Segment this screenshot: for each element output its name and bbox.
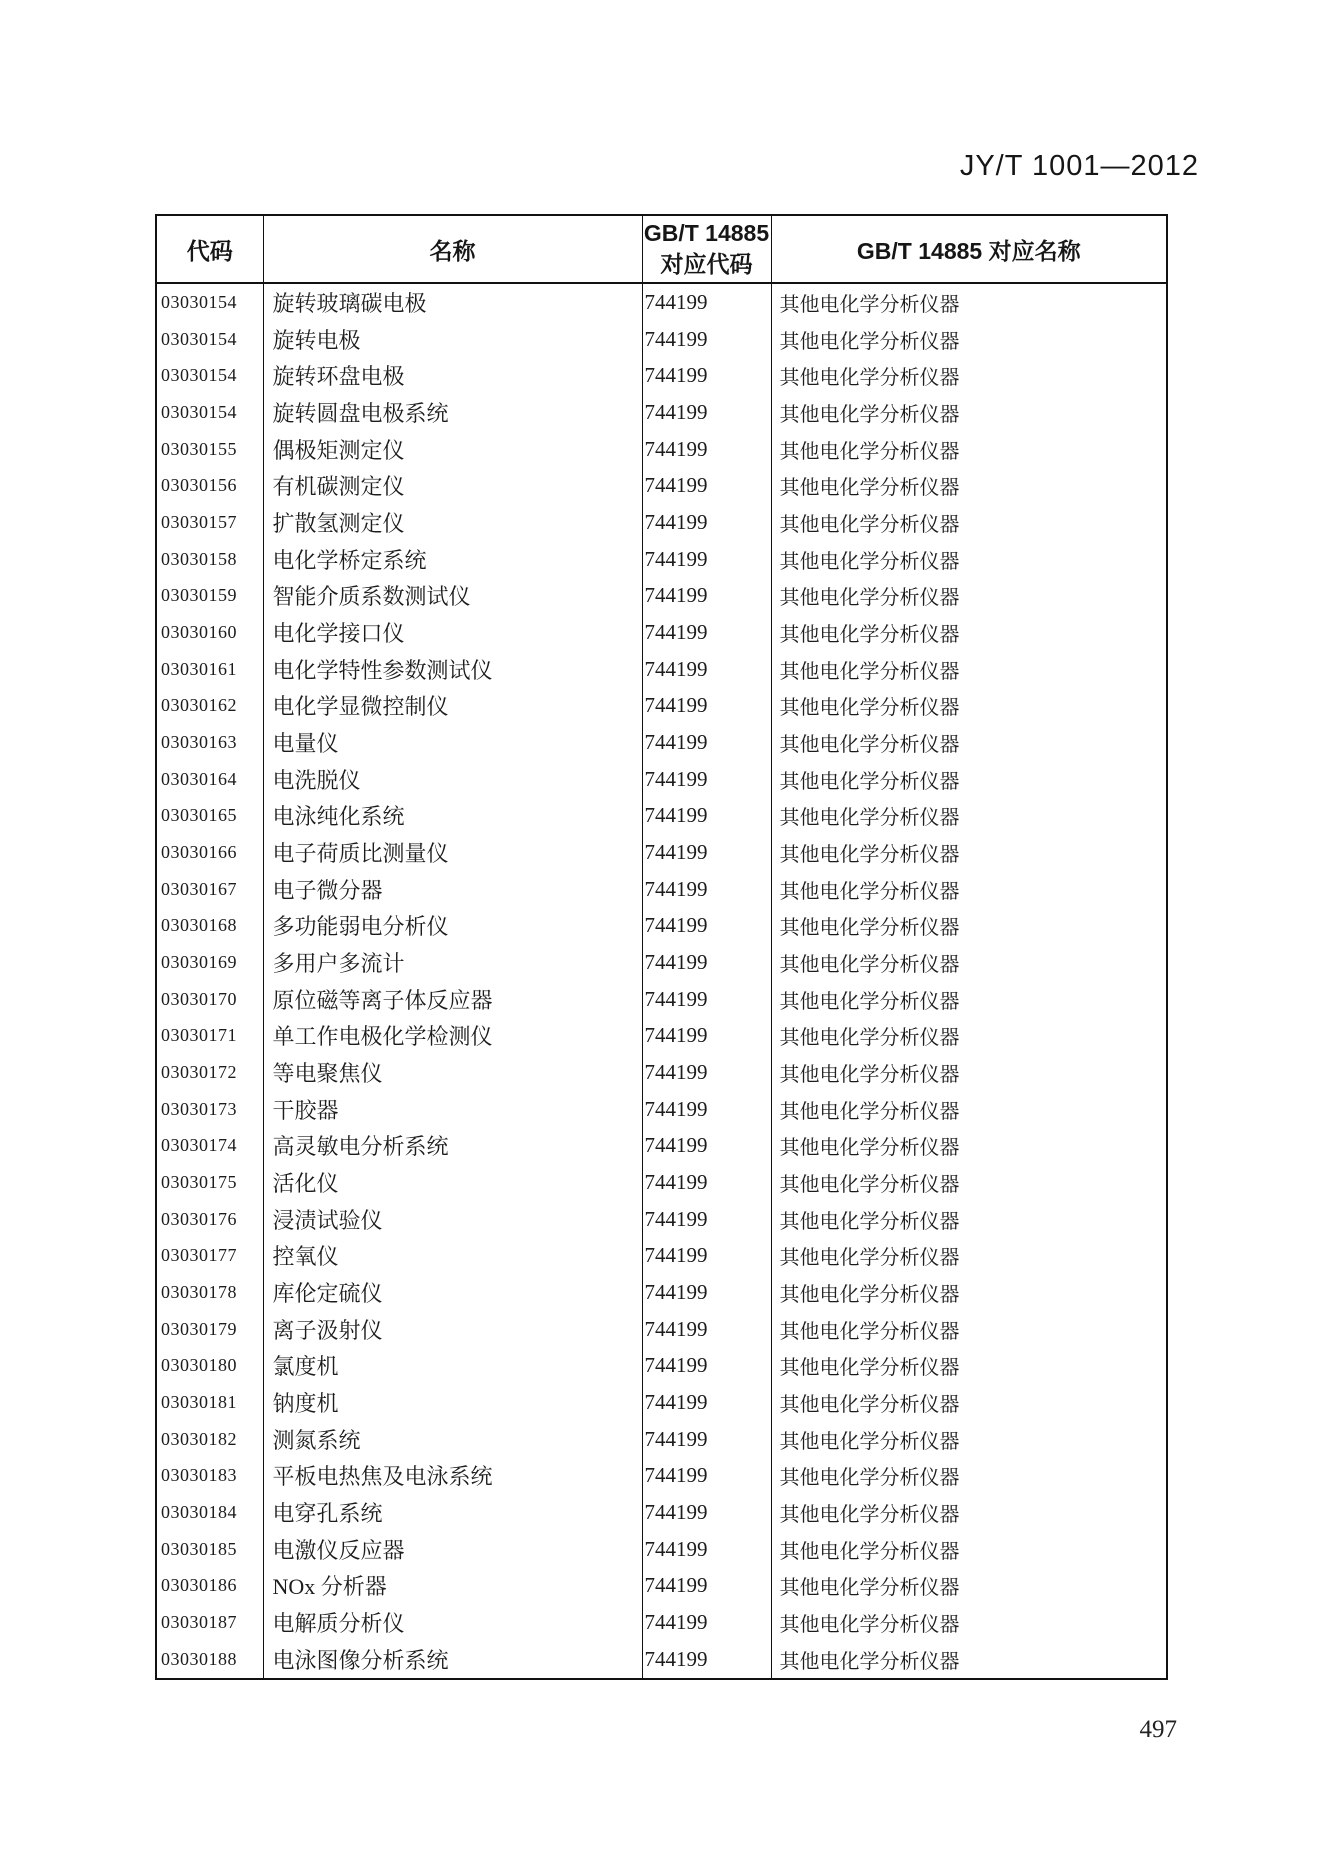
cell-code: 03030185 — [156, 1531, 263, 1568]
cell-name: 扩散氢测定仪 — [263, 504, 642, 541]
cell-gbt-code: 744199 — [642, 1384, 771, 1421]
cell-gbt-name: 其他电化学分析仪器 — [771, 283, 1167, 321]
cell-name: 旋转玻璃碳电极 — [263, 283, 642, 321]
cell-gbt-name: 其他电化学分析仪器 — [771, 1641, 1167, 1679]
table-row — [156, 1201, 1167, 1238]
cell-gbt-code: 744199 — [642, 1017, 771, 1054]
table-row — [156, 504, 1167, 541]
table-row — [156, 1458, 1167, 1495]
cell-name: 原位磁等离子体反应器 — [263, 981, 642, 1018]
cell-code: 03030154 — [156, 394, 263, 431]
table-row — [156, 394, 1167, 431]
cell-gbt-name: 其他电化学分析仪器 — [771, 944, 1167, 981]
cell-code: 03030154 — [156, 321, 263, 358]
cell-gbt-name: 其他电化学分析仪器 — [771, 1127, 1167, 1164]
cell-name: 多功能弱电分析仪 — [263, 907, 642, 944]
table-row — [156, 541, 1167, 578]
cell-name: 电穿孔系统 — [263, 1494, 642, 1531]
table-row — [156, 467, 1167, 504]
cell-code: 03030168 — [156, 907, 263, 944]
cell-code: 03030165 — [156, 797, 263, 834]
cell-gbt-code: 744199 — [642, 1091, 771, 1128]
cell-code: 03030154 — [156, 357, 263, 394]
table-row — [156, 907, 1167, 944]
table-row — [156, 1237, 1167, 1274]
cell-name: 钠度机 — [263, 1384, 642, 1421]
cell-code: 03030157 — [156, 504, 263, 541]
cell-gbt-code: 744199 — [642, 797, 771, 834]
cell-gbt-name: 其他电化学分析仪器 — [771, 1384, 1167, 1421]
header-row — [156, 215, 1167, 283]
cell-name: 电子荷质比测量仪 — [263, 834, 642, 871]
cell-name: 多用户多流计 — [263, 944, 642, 981]
code-mapping-table — [155, 214, 1168, 1680]
cell-name: 浸渍试验仪 — [263, 1201, 642, 1238]
table-row — [156, 1494, 1167, 1531]
cell-code: 03030176 — [156, 1201, 263, 1238]
cell-gbt-code: 744199 — [642, 283, 771, 321]
cell-name: 电解质分析仪 — [263, 1604, 642, 1641]
cell-gbt-name: 其他电化学分析仪器 — [771, 541, 1167, 578]
cell-gbt-name: 其他电化学分析仪器 — [771, 651, 1167, 688]
cell-code: 03030175 — [156, 1164, 263, 1201]
cell-gbt-code: 744199 — [642, 467, 771, 504]
cell-gbt-name: 其他电化学分析仪器 — [771, 1458, 1167, 1495]
cell-gbt-name: 其他电化学分析仪器 — [771, 431, 1167, 468]
cell-code: 03030171 — [156, 1017, 263, 1054]
cell-gbt-name: 其他电化学分析仪器 — [771, 357, 1167, 394]
cell-gbt-code: 744199 — [642, 541, 771, 578]
cell-code: 03030180 — [156, 1347, 263, 1384]
cell-gbt-name: 其他电化学分析仪器 — [771, 1054, 1167, 1091]
table-row — [156, 651, 1167, 688]
table-row — [156, 1421, 1167, 1458]
cell-gbt-name: 其他电化学分析仪器 — [771, 577, 1167, 614]
cell-gbt-name: 其他电化学分析仪器 — [771, 1494, 1167, 1531]
cell-gbt-name: 其他电化学分析仪器 — [771, 981, 1167, 1018]
header-gbt-name: GB/T 14885 对应名称 — [771, 215, 1167, 283]
table-row — [156, 321, 1167, 358]
cell-name: 高灵敏电分析系统 — [263, 1127, 642, 1164]
table-row — [156, 357, 1167, 394]
page-number: 497 — [1139, 1716, 1177, 1743]
table-row — [156, 1641, 1167, 1679]
cell-gbt-name: 其他电化学分析仪器 — [771, 1017, 1167, 1054]
cell-gbt-name: 其他电化学分析仪器 — [771, 761, 1167, 798]
cell-name: 电化学桥定系统 — [263, 541, 642, 578]
cell-gbt-name: 其他电化学分析仪器 — [771, 871, 1167, 908]
cell-code: 03030158 — [156, 541, 263, 578]
cell-name: NOx 分析器 — [263, 1568, 642, 1605]
cell-name: 电泳纯化系统 — [263, 797, 642, 834]
table-row — [156, 834, 1167, 871]
cell-code: 03030169 — [156, 944, 263, 981]
cell-name: 电量仪 — [263, 724, 642, 761]
cell-gbt-code: 744199 — [642, 1604, 771, 1641]
cell-code: 03030174 — [156, 1127, 263, 1164]
cell-name: 旋转电极 — [263, 321, 642, 358]
cell-name: 活化仪 — [263, 1164, 642, 1201]
cell-code: 03030183 — [156, 1458, 263, 1495]
table-row — [156, 283, 1167, 321]
table-row — [156, 687, 1167, 724]
table-row — [156, 431, 1167, 468]
header-gbt-code-line2: 对应代码 — [660, 251, 753, 277]
table-row — [156, 1347, 1167, 1384]
cell-gbt-name: 其他电化学分析仪器 — [771, 1421, 1167, 1458]
cell-code: 03030166 — [156, 834, 263, 871]
cell-gbt-name: 其他电化学分析仪器 — [771, 1237, 1167, 1274]
cell-code: 03030163 — [156, 724, 263, 761]
table-body — [156, 283, 1167, 1679]
cell-gbt-code: 744199 — [642, 1568, 771, 1605]
cell-gbt-code: 744199 — [642, 1237, 771, 1274]
cell-name: 离子汲射仪 — [263, 1311, 642, 1348]
table-row — [156, 981, 1167, 1018]
cell-name: 控氧仪 — [263, 1237, 642, 1274]
cell-code: 03030182 — [156, 1421, 263, 1458]
cell-gbt-code: 744199 — [642, 981, 771, 1018]
cell-gbt-name: 其他电化学分析仪器 — [771, 614, 1167, 651]
cell-gbt-name: 其他电化学分析仪器 — [771, 834, 1167, 871]
cell-gbt-code: 744199 — [642, 1641, 771, 1679]
cell-gbt-name: 其他电化学分析仪器 — [771, 504, 1167, 541]
cell-code: 03030186 — [156, 1568, 263, 1605]
cell-gbt-code: 744199 — [642, 321, 771, 358]
cell-gbt-code: 744199 — [642, 944, 771, 981]
cell-name: 测氮系统 — [263, 1421, 642, 1458]
cell-code: 03030187 — [156, 1604, 263, 1641]
cell-gbt-code: 744199 — [642, 1494, 771, 1531]
cell-name: 有机碳测定仪 — [263, 467, 642, 504]
cell-name: 旋转圆盘电极系统 — [263, 394, 642, 431]
cell-gbt-code: 744199 — [642, 1127, 771, 1164]
cell-gbt-code: 744199 — [642, 504, 771, 541]
table-row — [156, 1531, 1167, 1568]
cell-code: 03030177 — [156, 1237, 263, 1274]
table-row — [156, 797, 1167, 834]
table-row — [156, 761, 1167, 798]
cell-name: 智能介质系数测试仪 — [263, 577, 642, 614]
table-row — [156, 944, 1167, 981]
cell-name: 干胶器 — [263, 1091, 642, 1128]
cell-code: 03030172 — [156, 1054, 263, 1091]
cell-gbt-name: 其他电化学分析仪器 — [771, 1311, 1167, 1348]
cell-gbt-name: 其他电化学分析仪器 — [771, 724, 1167, 761]
cell-name: 单工作电极化学检测仪 — [263, 1017, 642, 1054]
table-row — [156, 1274, 1167, 1311]
table-header — [156, 215, 1167, 283]
cell-code: 03030188 — [156, 1641, 263, 1679]
table-row — [156, 1091, 1167, 1128]
table-row — [156, 1604, 1167, 1641]
cell-code: 03030156 — [156, 467, 263, 504]
cell-name: 电泳图像分析系统 — [263, 1641, 642, 1679]
cell-gbt-code: 744199 — [642, 761, 771, 798]
cell-gbt-name: 其他电化学分析仪器 — [771, 687, 1167, 724]
table-row — [156, 1568, 1167, 1605]
cell-gbt-name: 其他电化学分析仪器 — [771, 1531, 1167, 1568]
doc-number: JY/T 1001—2012 — [959, 150, 1199, 182]
cell-code: 03030162 — [156, 687, 263, 724]
cell-name: 氯度机 — [263, 1347, 642, 1384]
cell-code: 03030181 — [156, 1384, 263, 1421]
cell-gbt-code: 744199 — [642, 687, 771, 724]
cell-name: 旋转环盘电极 — [263, 357, 642, 394]
cell-code: 03030159 — [156, 577, 263, 614]
cell-gbt-code: 744199 — [642, 1311, 771, 1348]
cell-name: 电激仪反应器 — [263, 1531, 642, 1568]
cell-gbt-name: 其他电化学分析仪器 — [771, 394, 1167, 431]
cell-gbt-code: 744199 — [642, 614, 771, 651]
cell-name: 电化学显微控制仪 — [263, 687, 642, 724]
cell-gbt-code: 744199 — [642, 1201, 771, 1238]
cell-code: 03030155 — [156, 431, 263, 468]
cell-gbt-name: 其他电化学分析仪器 — [771, 907, 1167, 944]
table-row — [156, 1054, 1167, 1091]
cell-gbt-code: 744199 — [642, 577, 771, 614]
table-row — [156, 724, 1167, 761]
cell-gbt-name: 其他电化学分析仪器 — [771, 467, 1167, 504]
cell-code: 03030160 — [156, 614, 263, 651]
cell-gbt-code: 744199 — [642, 834, 771, 871]
cell-gbt-name: 其他电化学分析仪器 — [771, 1274, 1167, 1311]
cell-gbt-code: 744199 — [642, 394, 771, 431]
header-name: 名称 — [263, 215, 642, 283]
cell-gbt-name: 其他电化学分析仪器 — [771, 797, 1167, 834]
cell-code: 03030170 — [156, 981, 263, 1018]
cell-gbt-code: 744199 — [642, 1164, 771, 1201]
cell-gbt-code: 744199 — [642, 871, 771, 908]
cell-name: 电子微分器 — [263, 871, 642, 908]
cell-gbt-code: 744199 — [642, 651, 771, 688]
cell-code: 03030161 — [156, 651, 263, 688]
table-row — [156, 614, 1167, 651]
table-row — [156, 871, 1167, 908]
cell-gbt-code: 744199 — [642, 1347, 771, 1384]
cell-name: 平板电热焦及电泳系统 — [263, 1458, 642, 1495]
cell-gbt-name: 其他电化学分析仪器 — [771, 1201, 1167, 1238]
cell-name: 电化学接口仪 — [263, 614, 642, 651]
cell-name: 电洗脱仪 — [263, 761, 642, 798]
cell-gbt-name: 其他电化学分析仪器 — [771, 321, 1167, 358]
cell-gbt-code: 744199 — [642, 1531, 771, 1568]
cell-code: 03030164 — [156, 761, 263, 798]
cell-code: 03030184 — [156, 1494, 263, 1531]
table-row — [156, 1384, 1167, 1421]
cell-name: 等电聚焦仪 — [263, 1054, 642, 1091]
header-gbt-code — [642, 215, 771, 283]
header-gbt-code-line1: GB/T 14885 — [643, 220, 770, 246]
cell-gbt-code: 744199 — [642, 1421, 771, 1458]
cell-name: 电化学特性参数测试仪 — [263, 651, 642, 688]
cell-name: 库伦定硫仪 — [263, 1274, 642, 1311]
cell-gbt-name: 其他电化学分析仪器 — [771, 1164, 1167, 1201]
cell-gbt-code: 744199 — [642, 1274, 771, 1311]
cell-gbt-code: 744199 — [642, 357, 771, 394]
cell-gbt-name: 其他电化学分析仪器 — [771, 1347, 1167, 1384]
header-code: 代码 — [156, 215, 263, 283]
cell-gbt-code: 744199 — [642, 724, 771, 761]
cell-code: 03030179 — [156, 1311, 263, 1348]
cell-gbt-code: 744199 — [642, 1458, 771, 1495]
cell-name: 偶极矩测定仪 — [263, 431, 642, 468]
cell-code: 03030178 — [156, 1274, 263, 1311]
cell-gbt-name: 其他电化学分析仪器 — [771, 1568, 1167, 1605]
cell-code: 03030167 — [156, 871, 263, 908]
cell-code: 03030173 — [156, 1091, 263, 1128]
cell-gbt-code: 744199 — [642, 1054, 771, 1091]
cell-gbt-name: 其他电化学分析仪器 — [771, 1604, 1167, 1641]
cell-gbt-name: 其他电化学分析仪器 — [771, 1091, 1167, 1128]
table-row — [156, 1017, 1167, 1054]
cell-gbt-code: 744199 — [642, 431, 771, 468]
cell-gbt-code: 744199 — [642, 907, 771, 944]
table-row — [156, 1164, 1167, 1201]
table-row — [156, 1127, 1167, 1164]
cell-code: 03030154 — [156, 283, 263, 321]
table-row — [156, 1311, 1167, 1348]
table-row — [156, 577, 1167, 614]
